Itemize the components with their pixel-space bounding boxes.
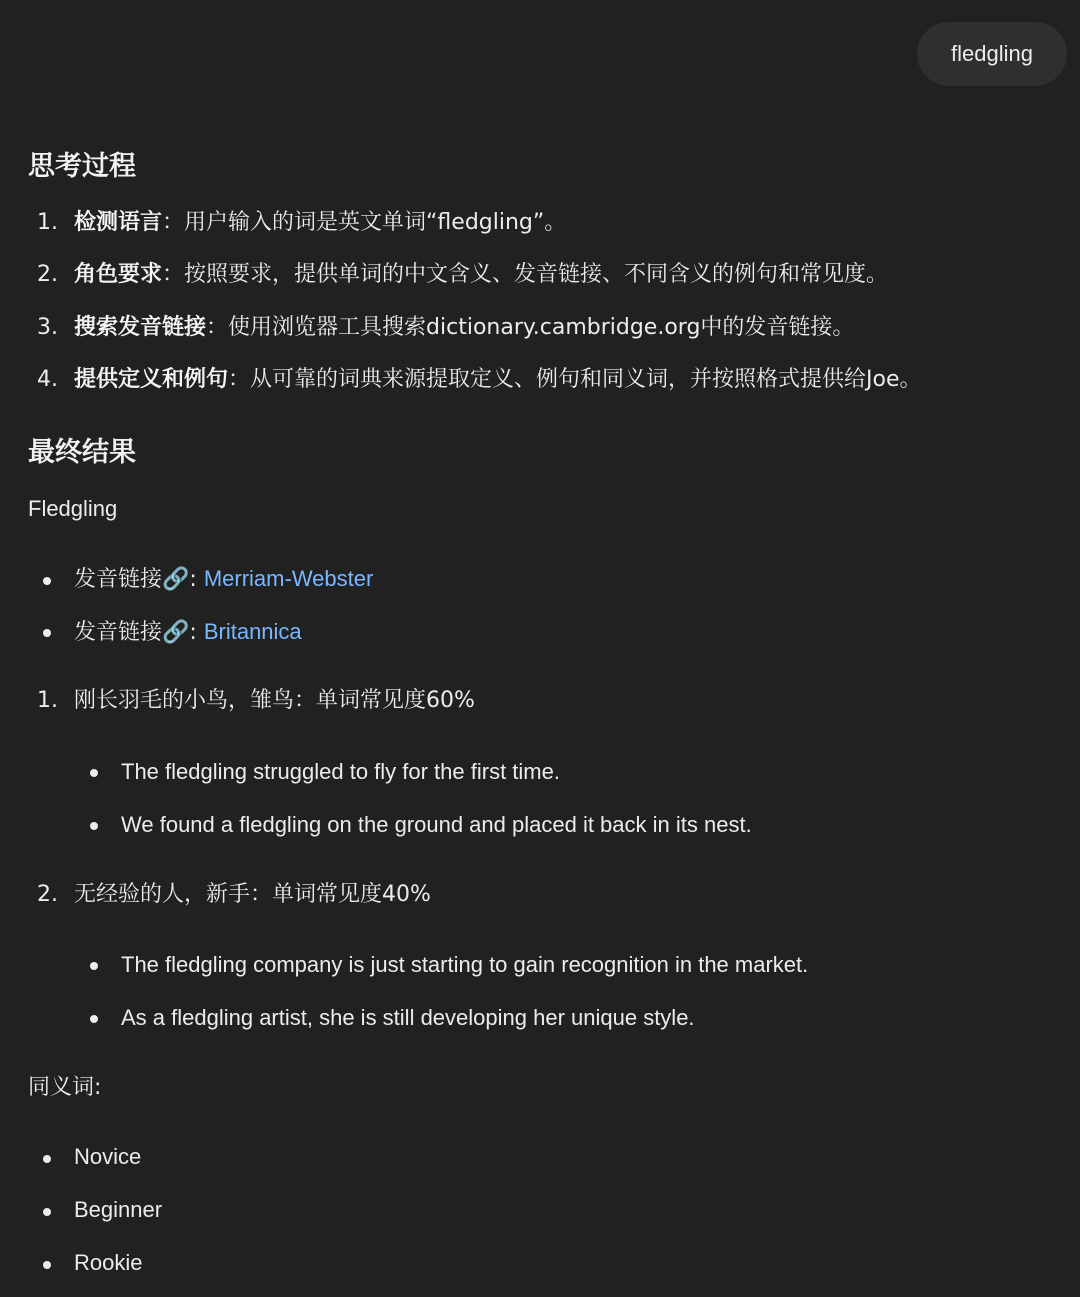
synonym-item: Beginner <box>74 1197 163 1222</box>
step-number: 2. <box>37 262 58 287</box>
thinking-step <box>74 260 888 290</box>
thinking-step <box>74 365 922 395</box>
meaning-number: 2. <box>37 882 58 907</box>
bullet-dot <box>90 962 98 970</box>
pron-link-label: 发音链接 <box>74 567 163 592</box>
step-text: 使用浏览器工具搜索dictionary.cambridge.org中的发音链接。 <box>228 315 855 340</box>
meaning-text: 无经验的人，新手：单词常见度40% <box>74 882 431 907</box>
thinking-step <box>74 208 566 238</box>
result-heading: 最终结果 <box>28 437 136 468</box>
step-text: 用户输入的词是英文单词“fledgling”。 <box>184 210 567 235</box>
link-icon: 🔗 <box>162 567 190 592</box>
link-icon: 🔗 <box>162 620 190 645</box>
bullet-dot <box>90 769 98 777</box>
bullet-dot <box>90 822 98 830</box>
step-title: 提供定义和例句 <box>74 367 229 392</box>
step-title: 检测语言 <box>74 210 163 235</box>
bullet-dot <box>43 1155 51 1163</box>
step-number: 3. <box>37 315 58 340</box>
user-message-bubble <box>917 22 1067 86</box>
synonyms-label: 同义词: <box>28 1075 102 1100</box>
example-sentence: The fledgling struggled to fly for the first time. <box>121 759 560 784</box>
synonym-item: Rookie <box>74 1250 143 1275</box>
step-sep: ： <box>162 262 185 287</box>
example-sentence: As a fledgling artist, she is still developing her unique style. <box>121 1005 695 1030</box>
step-title: 角色要求 <box>74 262 163 287</box>
result-word: Fledgling <box>28 496 118 521</box>
pron-link-sep: : <box>189 567 204 592</box>
step-sep: ： <box>228 367 251 392</box>
pron-link-row <box>74 564 373 595</box>
meaning-text: 刚长羽毛的小鸟，雏鸟：单词常见度60% <box>74 688 475 713</box>
user-message-text: fledgling <box>951 41 1033 66</box>
bullet-dot <box>43 1208 51 1216</box>
thinking-heading: 思考过程 <box>28 151 136 182</box>
example-sentence: We found a fledgling on the ground and placed it back in its nest. <box>121 812 752 837</box>
bullet-dot <box>43 629 51 637</box>
merriam-webster-link[interactable]: Merriam-Webster <box>203 566 374 591</box>
pron-link-sep: : <box>189 620 204 645</box>
step-number: 4. <box>37 367 58 392</box>
example-sentence: The fledgling company is just starting to gain recognition in the market. <box>121 952 809 977</box>
bullet-dot <box>43 577 51 585</box>
step-number: 1. <box>37 210 58 235</box>
thinking-step <box>74 313 854 343</box>
bullet-dot <box>43 1261 51 1269</box>
step-text: 按照要求，提供单词的中文含义、发音链接、不同含义的例句和常见度。 <box>184 262 889 287</box>
step-text: 从可靠的词典来源提取定义、例句和同义词，并按照格式提供给Joe。 <box>250 367 922 392</box>
meaning-number: 1. <box>37 688 58 713</box>
step-title: 搜索发音链接 <box>74 315 207 340</box>
bullet-dot <box>90 1015 98 1023</box>
pron-link-label: 发音链接 <box>74 620 163 645</box>
synonym-item: Novice <box>74 1144 142 1169</box>
step-sep: ： <box>162 210 185 235</box>
step-sep: ： <box>206 315 229 340</box>
pron-link-row <box>74 617 302 648</box>
britannica-link[interactable]: Britannica <box>203 619 302 644</box>
